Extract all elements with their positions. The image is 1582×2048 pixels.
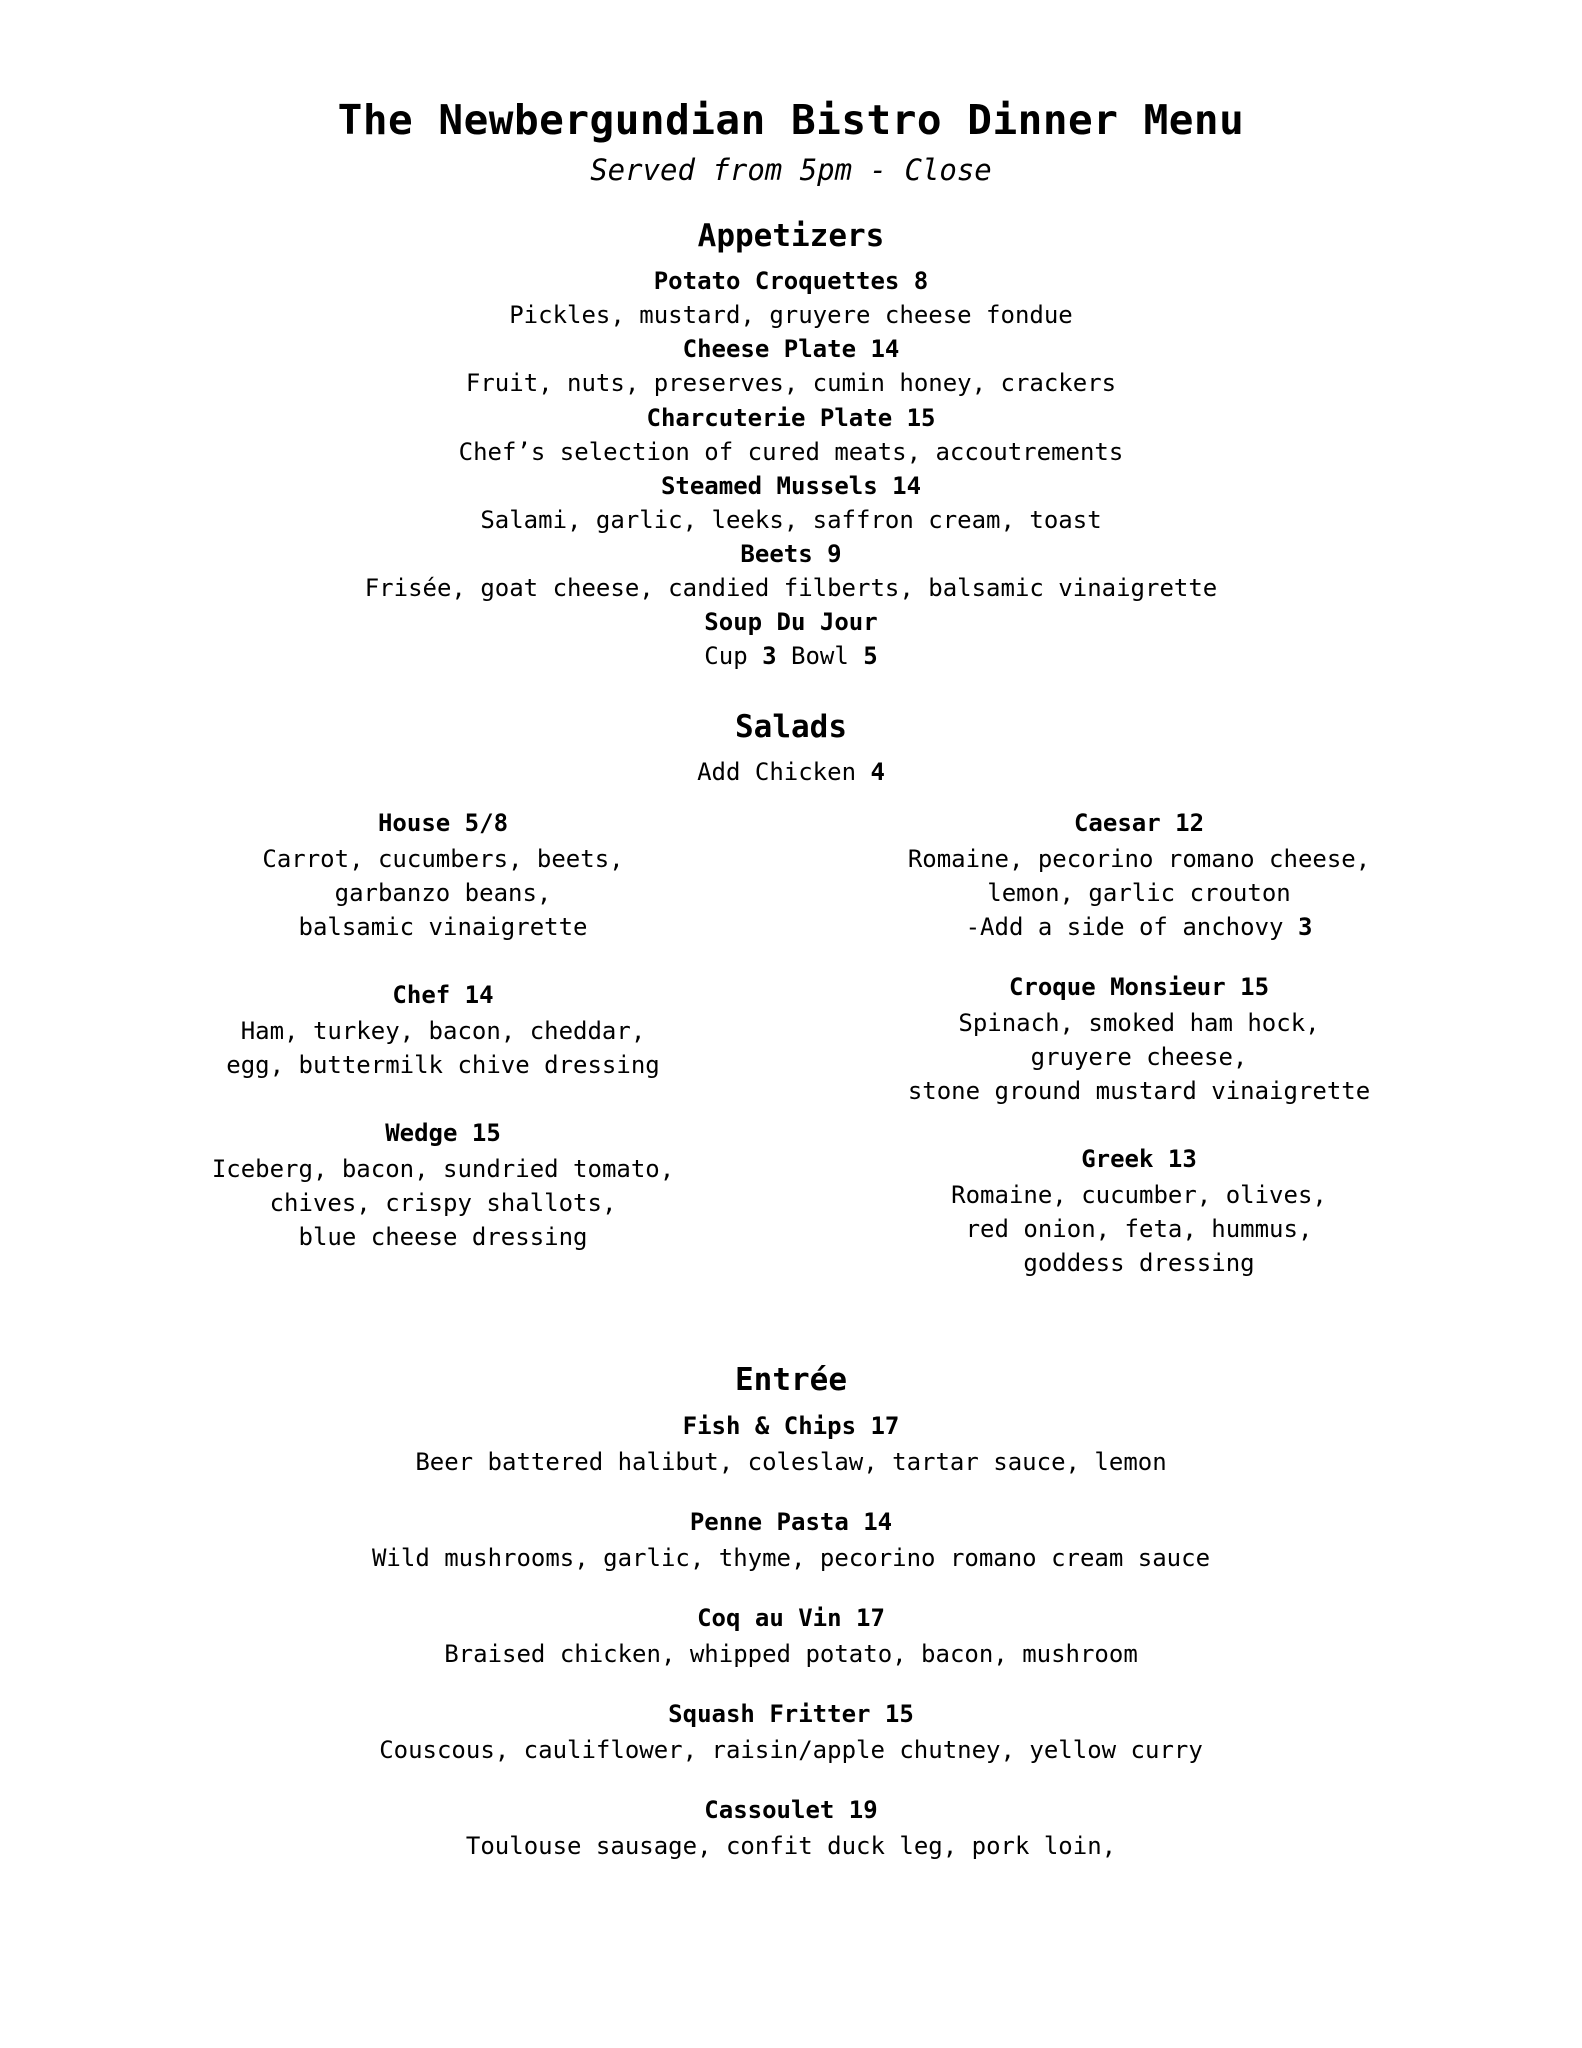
menu-item [110,469,1472,537]
menu-item-name: Cassoulet 19 [704,1796,878,1825]
menu-item-description-line: Romaine, cucumber, olives, [951,1181,1327,1210]
menu-item [110,978,776,1082]
menu-item-description [110,639,1472,673]
menu-item-description-line: blue cheese dressing [298,1223,588,1252]
salads-add-chicken-note [110,755,1472,789]
menu-item-description-line: red onion, feta, hummus, [965,1215,1313,1244]
menu-item [110,1601,1472,1671]
section-heading-entrees: Entrée [735,1362,847,1399]
menu-item-description: Chef’s selection of cured meats, accoutrements [458,437,1124,466]
menu-item-name: Penne Pasta 14 [689,1507,893,1536]
menu-item-description-line: Romaine, pecorino romano cheese, [907,844,1371,873]
menu-item-description: Frisée, goat cheese, candied filberts, balsamic vinaigrette [364,573,1218,602]
menu-item-name: Soup Du Jour [704,608,878,637]
menu-item-name: Greek 13 [1081,1145,1197,1174]
menu-item-description: Braised chicken, whipped potato, bacon, mushroom [444,1640,1138,1669]
menu-item-name: Potato Croquettes 8 [653,267,929,296]
menu-item-description-line: balsamic vinaigrette [298,912,588,941]
page-title: The Newbergundian Bistro Dinner Menu [337,96,1245,144]
menu-item-description-line: Spinach, smoked ham hock, [958,1008,1320,1037]
soup-bowl-label: Bowl [776,642,864,671]
menu-item-description-line: goddess dressing [1023,1249,1255,1278]
menu-item-description: Fruit, nuts, preserves, cumin honey, crackers [465,369,1117,398]
section-heading-appetizers: Appetizers [697,217,885,254]
soup-cup-label: Cup [704,642,763,671]
menu-item [806,806,1472,944]
menu-item [110,537,1472,605]
menu-item-name: Wedge 15 [385,1119,501,1148]
menu-item-description: Pickles, mustard, gruyere cheese fondue [509,301,1073,330]
menu-item-description-line: Carrot, cucumbers, beets, [262,844,624,873]
menu-item-name: Croque Monsieur 15 [1008,972,1270,1001]
soup-cup-price: 3 [762,642,777,671]
menu-item [806,1142,1472,1280]
salads-column-left [110,806,776,1315]
section-appetizers [110,216,1472,673]
section-entrees [110,1360,1472,1863]
menu-item-description-line: Iceberg, bacon, sundried tomato, [211,1155,675,1184]
salads-grid [110,806,1472,1315]
menu-item [110,605,1472,673]
menu-item-name: Caesar 12 [1073,808,1205,837]
menu-item-description: Salami, garlic, leeks, saffron cream, toast [480,505,1102,534]
menu-item-name: Coq au Vin 17 [697,1604,885,1633]
menu-item [110,1409,1472,1479]
menu-item-description: Beer battered halibut, coleslaw, tartar sauce, lemon [415,1447,1167,1476]
menu-item-description: Couscous, cauliflower, raisin/apple chutney, yellow curry [379,1736,1203,1765]
soup-bowl-price: 5 [863,642,878,671]
menu-item [110,806,776,944]
menu-item-description-line: egg, buttermilk chive dressing [226,1051,660,1080]
anchovy-addon-label: -Add a side of anchovy [965,912,1298,941]
menu-item-name: Steamed Mussels 14 [660,471,922,500]
section-heading-salads: Salads [735,709,847,746]
menu-item-description-line: Ham, turkey, bacon, cheddar, [240,1016,646,1045]
menu-item-name: House 5/8 [377,808,509,837]
menu-item-name: Fish & Chips 17 [682,1411,900,1440]
menu-item-name: Charcuterie Plate 15 [646,403,936,432]
menu-item [806,970,1472,1108]
menu-item [110,401,1472,469]
menu-item-name: Squash Fritter 15 [668,1700,914,1729]
menu-item-description-line: stone ground mustard vinaigrette [907,1077,1371,1106]
add-chicken-price: 4 [870,758,885,787]
menu-item-name: Chef 14 [392,980,494,1009]
menu-item [110,1505,1472,1575]
page-subtitle: Served from 5pm - Close [590,153,992,188]
menu-item [110,264,1472,332]
menu-item-description-line: garbanzo beans, [334,878,552,907]
menu-item-description: Toulouse sausage, confit duck leg, pork loin, [465,1832,1117,1861]
menu-item [110,1116,776,1254]
menu-item [110,1697,1472,1767]
menu-item-description-line: gruyere cheese, [1030,1043,1248,1072]
menu-item-name: Beets 9 [740,539,842,568]
anchovy-addon-price: 3 [1297,912,1313,941]
menu-item-description-line: chives, crispy shallots, [269,1189,617,1218]
menu-item-name: Cheese Plate 14 [682,335,900,364]
add-chicken-label: Add Chicken [697,758,871,787]
menu-item-description: Wild mushrooms, garlic, thyme, pecorino romano cream sauce [371,1544,1211,1573]
menu-item [110,332,1472,400]
section-salads [110,707,1472,1314]
menu-item-description-line: lemon, garlic crouton [987,878,1291,907]
salads-column-right [806,806,1472,1315]
menu-item-addon [806,910,1472,944]
section-spacer [110,1314,1472,1360]
menu-item [110,1793,1472,1863]
